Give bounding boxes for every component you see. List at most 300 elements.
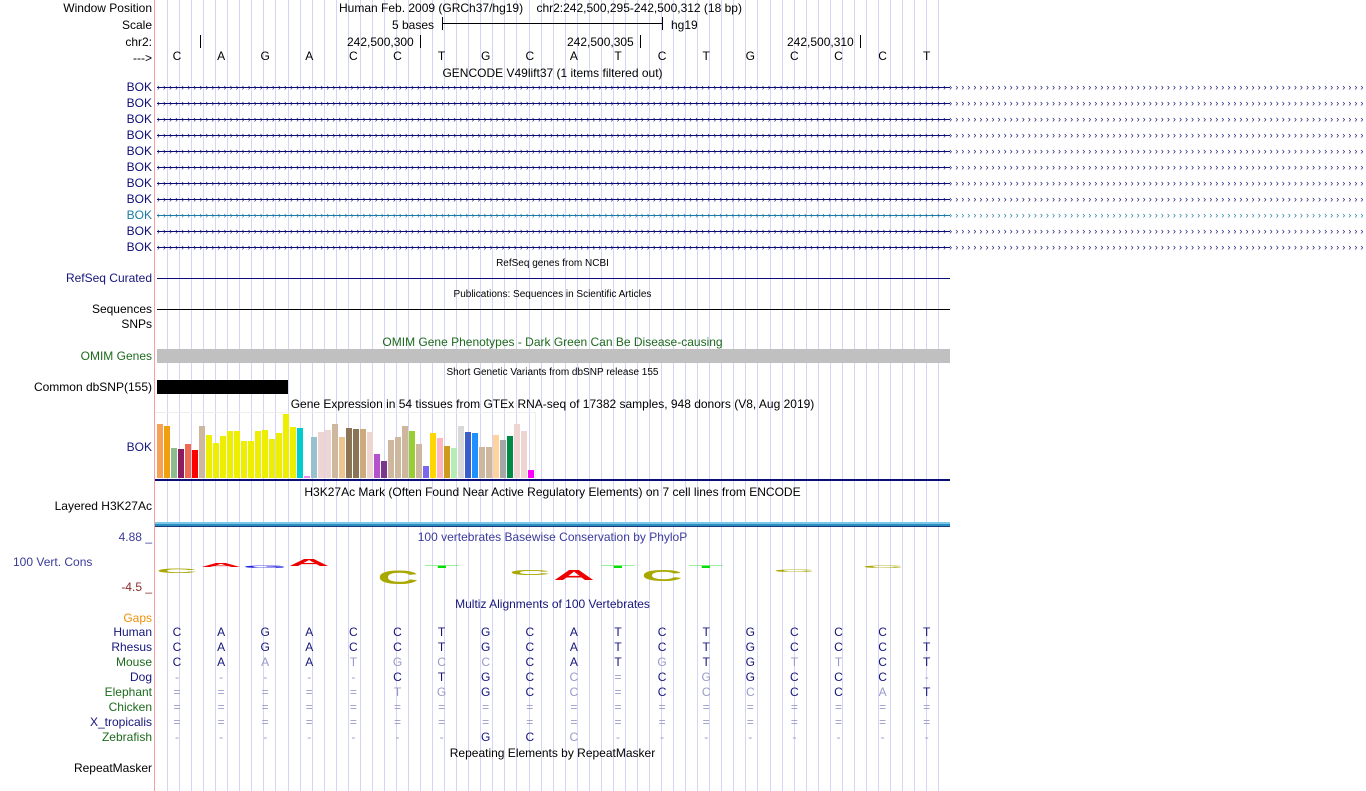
alignment-base: - (263, 670, 268, 684)
base-C: C (393, 49, 402, 63)
gtex-tissue-bar[interactable] (311, 437, 317, 478)
alignment-base: C (349, 625, 358, 639)
gtex-tissue-bar[interactable] (185, 444, 191, 478)
alignment-base: C (657, 670, 667, 684)
h3k27ac-signal-dark (155, 526, 950, 527)
gtex-track-title[interactable]: Gene Expression in 54 tissues from GTEx RNA-seq of 17382 samples, 948 donors (V8, Aug 2019) (290, 397, 815, 411)
alignment-base: A (878, 685, 887, 699)
alignment-base: = (217, 700, 225, 714)
conservation-logo-C: C (861, 564, 904, 569)
scale-text: 5 bases (392, 18, 435, 32)
base-A: A (569, 49, 578, 63)
gtex-tissue-bar[interactable] (255, 431, 261, 478)
alignment-base: - (792, 730, 797, 744)
species-label[interactable]: Mouse (115, 655, 152, 669)
gencode-item-label[interactable]: BOK (126, 112, 152, 126)
alignment-base: = (305, 685, 313, 699)
conservation-logo-A: A (200, 562, 242, 569)
scale-db: hg19 (671, 18, 698, 32)
alignment-base: A (305, 655, 314, 669)
phylop-label[interactable]: 100 Vert. Cons (13, 555, 93, 569)
alignment-base: C (525, 730, 535, 744)
alignment-base: - (219, 670, 224, 684)
alignment-base: = (614, 700, 622, 714)
alignment-base: C (790, 670, 799, 684)
alignment-base: C (834, 625, 843, 639)
alignment-base: C (525, 625, 535, 639)
gtex-tissue-bar[interactable] (444, 446, 450, 478)
base-T: T (614, 49, 622, 63)
alignment-base: = (702, 700, 710, 714)
conservation-logo-C: C (773, 568, 815, 573)
gtex-tissue-bar[interactable] (213, 443, 219, 478)
alignment-base: C (657, 640, 667, 654)
alignment-base: A (569, 640, 578, 654)
gtex-tissue-bar[interactable] (353, 429, 359, 478)
alignment-base: A (569, 625, 578, 639)
alignment-base: T (923, 655, 931, 669)
base-C: C (834, 49, 843, 63)
gtex-tissue-bar[interactable] (164, 426, 170, 478)
multiz-track-title[interactable]: Multiz Alignments of 100 Vertebrates (455, 597, 650, 611)
scale-label: Scale (121, 18, 152, 32)
strand-arrows-icon: ›››››››››››››››››››››››››››››››››››››››››››››››››››››››››››››››››››››››››››››››››››››››››››››››››››››››››››››››››››››››››››››››››››››››››››››››››››››››››››››››››››››››››››››››››››››››››››››››››››››››› (157, 210, 1366, 220)
alignment-base: = (570, 715, 578, 729)
base-G: G (481, 49, 491, 63)
alignment-base: T (437, 670, 446, 684)
refseq-label[interactable]: RefSeq Curated (65, 271, 152, 285)
dbsnp-track-title[interactable]: Short Genetic Variants from dbSNP release 155 (446, 367, 659, 378)
alignment-base: C (790, 685, 799, 699)
alignment-base: C (569, 670, 579, 684)
gtex-tissue-bar[interactable] (332, 424, 338, 478)
alignment-base: = (438, 700, 446, 714)
alignment-base: - (748, 730, 753, 744)
ruler-tick (200, 35, 201, 48)
alignment-base: T (923, 685, 931, 699)
gtex-tissue-bar[interactable] (521, 431, 527, 478)
position-header (339, 1, 742, 15)
alignment-base: = (217, 685, 225, 699)
gtex-tissue-bar[interactable] (339, 437, 345, 478)
alignment-base: G (745, 655, 755, 669)
gtex-baseline (155, 479, 950, 481)
snps-label[interactable]: SNPs (121, 317, 152, 331)
alignment-base: T (437, 625, 446, 639)
alignment-base: = (349, 715, 357, 729)
alignment-base: = (746, 715, 754, 729)
gtex-tissue-bar[interactable] (199, 426, 205, 478)
strand-arrows-icon: ›››››››››››››››››››››››››››››››››››››››››››››››››››››››››››››››››››››››››››››››››››››››››››››››››››››››››››››››››››››››››››››››››››››››››››››››››››››››››››››››››››››››››››››››››››››››››››››››››››››››› (157, 130, 1366, 140)
strand-arrows-icon: ›››››››››››››››››››››››››››››››››››››››››››››››››››››››››››››››››››››››››››››››››››››››››››››››››››››››››››››››››››››››››››››››››››››››››››››››››››››››››››››››››››››››››››››››››››››››››››››››››››››››› (157, 194, 1366, 204)
gtex-tissue-bar[interactable] (262, 430, 268, 478)
alignment-base: T (923, 625, 931, 639)
alignment-base: = (614, 685, 622, 699)
gtex-tissue-bar[interactable] (388, 440, 394, 478)
repeatmasker-label[interactable]: RepeatMasker (73, 761, 152, 775)
alignment-base: C (701, 685, 711, 699)
alignment-base: = (834, 700, 842, 714)
alignment-base: C (834, 640, 843, 654)
dbsnp-variant[interactable] (157, 380, 288, 394)
strand-arrows-icon: ›››››››››››››››››››››››››››››››››››››››››››››››››››››››››››››››››››››››››››››››››››››››››››››››››››››››››››››››››››››››››››››››››››››››››››››››››››››››››››››››››››››››››››››››››››››››››››››››››››››››› (157, 162, 1366, 172)
gtex-tissue-bar[interactable] (346, 428, 352, 478)
strand-arrows-icon: ›››››››››››››››››››››››››››››››››››››››››››››››››››››››››››››››››››››››››››››››››››››››››››››››››››››››››››››››››››››››››››››››››››››››››››››››››››››››››››››››››››››››››››››››››››››››››››››››››››››››› (157, 82, 1366, 92)
gtex-tissue-bar[interactable] (269, 439, 275, 478)
alignment-base: T (834, 655, 843, 669)
alignment-base: = (923, 700, 931, 714)
label-divider (154, 0, 155, 791)
alignment-base: A (305, 625, 314, 639)
alignment-base: G (260, 640, 270, 654)
gencode-item-label[interactable]: BOK (126, 160, 152, 174)
alignment-base: = (173, 700, 181, 714)
alignment-base: = (349, 685, 357, 699)
alignment-base: - (351, 730, 356, 744)
gtex-tissue-bar[interactable] (234, 431, 240, 478)
chrom-label: chr2: (125, 35, 152, 49)
base-A: A (217, 49, 226, 63)
base-C: C (790, 49, 799, 63)
alignment-base: = (834, 715, 842, 729)
gtex-tissue-bar[interactable] (297, 428, 303, 478)
alignment-base: = (261, 685, 269, 699)
alignment-base: G (657, 655, 667, 669)
alignment-base: C (657, 685, 667, 699)
gtex-tissue-bar[interactable] (325, 430, 331, 478)
alignment-base: - (880, 730, 885, 744)
alignment-base: C (834, 685, 843, 699)
alignment-base: C (349, 640, 358, 654)
alignment-base: - (616, 730, 620, 744)
alignment-base: = (790, 715, 798, 729)
gencode-item-label[interactable]: BOK (126, 192, 152, 206)
alignment-base: G (745, 640, 755, 654)
alignment-base: - (307, 730, 312, 744)
gtex-tissue-bar[interactable] (507, 436, 513, 478)
gencode-item-label[interactable]: BOK (126, 96, 152, 110)
alignment-base: = (879, 700, 887, 714)
alignment-base: T (614, 655, 622, 669)
base-C: C (657, 49, 667, 63)
gencode-item-label[interactable]: BOK (126, 144, 152, 158)
alignment-base: - (219, 730, 224, 744)
species-label[interactable]: Zebrafish (101, 730, 152, 744)
h3k27ac-track-title[interactable]: H3K27Ac Mark (Often Found Near Active Regulatory Elements) on 7 cell lines from ENCODE (304, 485, 801, 499)
alignment-base: C (481, 655, 491, 669)
alignment-base: C (657, 625, 667, 639)
base-C: C (172, 49, 182, 63)
strand-arrows-icon: ›››››››››››››››››››››››››››››››››››››››››››››››››››››››››››››››››››››››››››››››››››››››››››››››››››››››››››››››››››››››››››››››››››››››››››››››››››››››››››››››››››››››››››››››››››››››››››››››››››››››› (157, 178, 1366, 188)
gtex-tissue-bar[interactable] (241, 441, 247, 478)
omim-label[interactable]: OMIM Genes (80, 349, 152, 363)
species-label[interactable]: Dog (129, 670, 152, 684)
gtex-tissue-bar[interactable] (437, 438, 443, 478)
alignment-base: = (879, 715, 887, 729)
phylop-track-title[interactable]: 100 vertebrates Basewise Conservation by PhyloP (417, 530, 688, 544)
strand-arrows-icon: ›››››››››››››››››››››››››››››››››››››››››››››››››››››››››››››››››››››››››››››››››››››››››››››››››››››››››››››››››››››››››››››››››››››››››››››››››››››››››››››››››››››››››››››››››››››››››››››››››››››››› (157, 146, 1366, 156)
gtex-tissue-bar[interactable] (157, 424, 163, 478)
alignment-base: - (175, 730, 179, 744)
gtex-tissue-bar[interactable] (465, 432, 471, 478)
alignment-base: = (261, 715, 269, 729)
alignment-base: = (790, 700, 798, 714)
alignment-base: = (482, 715, 490, 729)
alignment-base: = (658, 715, 666, 729)
alignment-base: G (392, 655, 403, 669)
alignment-base: = (173, 715, 181, 729)
alignment-base: T (349, 655, 358, 669)
gtex-tissue-bar[interactable] (500, 440, 506, 478)
alignment-base: - (704, 730, 709, 744)
gtex-tissue-bar[interactable] (451, 448, 457, 478)
gtex-tissue-bar[interactable] (171, 448, 177, 478)
alignment-base: C (393, 640, 402, 654)
alignment-base: = (305, 715, 313, 729)
gtex-tissue-bar[interactable] (486, 447, 492, 478)
species-label[interactable]: X_tropicalis (89, 715, 152, 729)
strand-label[interactable]: ---> (133, 51, 152, 65)
conservation-logo-A: A (553, 568, 595, 584)
alignment-base: C (878, 625, 887, 639)
publications-track-title[interactable]: Publications: Sequences in Scientific Articles (453, 289, 652, 300)
alignment-base: = (217, 715, 225, 729)
gtex-tissue-bar[interactable] (360, 429, 366, 478)
alignment-base: G (481, 640, 491, 654)
species-label[interactable]: Rhesus (111, 640, 152, 654)
strand-arrows-icon: ›››››››››››››››››››››››››››››››››››››››››››››››››››››››››››››››››››››››››››››››››››››››››››››››››››››››››››››››››››››››››››››››››››››››››››››››››››››››››››››››››››››››››››››››››››››››››››››››››››››››› (157, 242, 1366, 252)
alignment-base: G (436, 685, 447, 699)
alignment-base: = (173, 685, 181, 699)
omim-gene-bar[interactable] (157, 349, 950, 363)
species-label[interactable]: Chicken (108, 700, 152, 714)
alignment-base: = (658, 700, 666, 714)
alignment-base: = (261, 700, 269, 714)
alignment-base: C (525, 685, 535, 699)
alignment-base: G (481, 685, 491, 699)
gtex-tissue-bar[interactable] (367, 432, 373, 478)
base-G: G (260, 49, 270, 63)
conservation-logo-C: C (376, 567, 419, 589)
gtex-tissue-bar[interactable] (514, 424, 520, 478)
base-C: C (525, 49, 535, 63)
gencode-track-title[interactable]: GENCODE V49lift37 (1 items filtered out) (442, 66, 663, 80)
strand-arrows-icon: ›››››››››››››››››››››››››››››››››››››››››››››››››››››››››››››››››››››››››››››››››››››››››››››››››››››››››››››››››››››››››››››››››››››››››››››››››››››››››››››››››››››››››››››››››››››››››››››››››››››››› (157, 114, 1366, 124)
alignment-base: - (395, 730, 400, 744)
alignment-base: = (438, 715, 446, 729)
alignment-base: C (172, 625, 182, 639)
gtex-tissue-bar[interactable] (318, 432, 324, 478)
ruler-label-2: 242,500,305 (567, 35, 634, 49)
alignment-base: = (570, 700, 578, 714)
refseq-gene-line[interactable] (157, 278, 950, 279)
gtex-tissue-bar[interactable] (283, 414, 289, 478)
alignment-base: G (745, 625, 755, 639)
alignment-base: - (439, 730, 444, 744)
base-C: C (349, 49, 358, 63)
alignment-base: = (305, 700, 313, 714)
scale-bar-right (662, 17, 663, 30)
position-range: chr2:242,500,295-242,500,312 (18 bp) (536, 1, 742, 15)
gtex-tissue-bar[interactable] (381, 461, 387, 478)
base-T: T (702, 49, 710, 63)
gtex-label[interactable]: BOK (126, 440, 152, 454)
alignment-base: T (614, 640, 622, 654)
species-label[interactable]: Elephant (104, 685, 152, 699)
gencode-item-label[interactable]: BOK (126, 208, 152, 222)
gtex-tissue-bar[interactable] (290, 427, 296, 478)
gtex-tissue-bar[interactable] (227, 431, 233, 478)
ruler-label-3: 242,500,310 (787, 35, 854, 49)
conservation-logo-C: C (509, 568, 551, 577)
phylop-max-label: 4.88 _ (118, 530, 152, 544)
conservation-logo-A: A (288, 558, 330, 570)
alignment-base: G (481, 730, 491, 744)
alignment-base: G (481, 625, 491, 639)
dbsnp-label[interactable]: Common dbSNP(155) (33, 380, 152, 394)
alignment-base: T (702, 625, 710, 639)
alignment-base: - (660, 730, 665, 744)
gtex-bar-chart[interactable] (155, 412, 535, 478)
alignment-base: C (790, 625, 799, 639)
alignment-base: C (569, 730, 579, 744)
gtex-tissue-bar[interactable] (178, 449, 184, 478)
omim-track-title[interactable]: OMIM Gene Phenotypes - Dark Green Can Be Disease-causing (382, 335, 723, 349)
gencode-item-label[interactable]: BOK (126, 176, 152, 190)
alignment-base: C (790, 640, 799, 654)
alignment-base: = (349, 700, 357, 714)
strand-arrows-icon: ›››››››››››››››››››››››››››››››››››››››››››››››››››››››››››››››››››››››››››››››››››››››››››››››››››››››››››››››››››››››››››››››››››››››››››››››››››››››››››››››››››››››››››››››››››››››››››››››››››››››› (157, 226, 1366, 236)
alignment-base: = (923, 715, 931, 729)
gtex-tissue-bar[interactable] (479, 447, 485, 478)
alignment-base: T (702, 640, 710, 654)
alignment-base: G (701, 670, 711, 684)
gtex-tissue-bar[interactable] (528, 470, 534, 478)
gtex-tissue-bar[interactable] (472, 433, 478, 478)
conservation-logo-C: C (641, 568, 683, 585)
alignment-base: = (482, 700, 490, 714)
gtex-tissue-bar[interactable] (248, 441, 254, 478)
alignment-base: C (525, 655, 535, 669)
alignment-base: G (481, 670, 491, 684)
window-position-label: Window Position (63, 1, 152, 15)
gtex-tissue-bar[interactable] (395, 437, 401, 478)
gtex-tissue-bar[interactable] (493, 435, 499, 478)
alignment-base: C (878, 640, 887, 654)
gtex-tissue-bar[interactable] (206, 435, 212, 478)
gtex-tissue-bar[interactable] (458, 426, 464, 478)
phylop-logo-plot[interactable] (155, 545, 950, 595)
alignment-base: = (393, 715, 401, 729)
alignment-base: C (878, 670, 887, 684)
gtex-tissue-bar[interactable] (416, 444, 422, 478)
alignment-base: - (263, 730, 268, 744)
alignment-base: A (217, 655, 226, 669)
alignment-base: T (393, 685, 402, 699)
alignment-base: C (834, 670, 843, 684)
base-T: T (923, 49, 931, 63)
alignment-base: = (614, 715, 622, 729)
gtex-tissue-bar[interactable] (374, 454, 380, 478)
alignment-base: - (307, 670, 312, 684)
alignment-base: A (261, 655, 270, 669)
alignment-base: T (437, 640, 446, 654)
gtex-tissue-bar[interactable] (430, 433, 436, 478)
h3k27ac-label[interactable]: Layered H3K27Ac (54, 499, 152, 513)
alignment-base: C (437, 655, 446, 669)
alignment-base: C (525, 670, 535, 684)
gtex-tissue-bar[interactable] (192, 450, 198, 478)
conservation-logo-T: T (600, 564, 636, 569)
alignment-base: - (175, 670, 179, 684)
assembly-name: Human Feb. 2009 (GRCh37/hg19) (339, 1, 524, 15)
gencode-item-label[interactable]: BOK (126, 224, 152, 238)
ruler-tick (860, 35, 861, 48)
base-A: A (305, 49, 314, 63)
scale-bar (442, 23, 662, 24)
conservation-logo-G: G (242, 564, 288, 569)
alignment-base: = (393, 700, 401, 714)
base-G: G (745, 49, 755, 63)
gtex-tissue-bar[interactable] (409, 431, 415, 478)
sequences-label[interactable]: Sequences (91, 302, 152, 316)
gtex-tissue-bar[interactable] (220, 436, 226, 478)
alignment-base: A (569, 655, 578, 669)
alignment-base: T (702, 655, 710, 669)
gencode-item-label[interactable]: BOK (126, 80, 152, 94)
alignment-base: = (746, 700, 754, 714)
alignment-base: C (878, 655, 887, 669)
gtex-tissue-bar[interactable] (276, 433, 282, 478)
alignment-base: C (745, 685, 755, 699)
conservation-logo-C: C (156, 568, 198, 575)
alignment-base: - (924, 670, 929, 684)
alignment-base: - (924, 730, 929, 744)
phylop-min-label: -4.5 _ (121, 580, 152, 594)
alignment-base: C (172, 655, 182, 669)
alignment-base: A (217, 640, 226, 654)
repeatmasker-track-title[interactable]: Repeating Elements by RepeatMasker (449, 746, 656, 760)
alignment-base: T (790, 655, 799, 669)
alignment-base: C (525, 640, 535, 654)
publications-line[interactable] (157, 309, 950, 310)
base-T: T (437, 49, 446, 63)
species-label[interactable]: Human (113, 625, 152, 639)
alignment-base: C (393, 625, 402, 639)
ruler-tick (640, 35, 641, 48)
strand-arrows-icon: ›››››››››››››››››››››››››››››››››››››››››››››››››››››››››››››››››››››››››››››››››››››››››››››››››››››››››››››››››››››››››››››››››››››››››››››››››››››››››››››››››››››››››››››››››››››››››››››››››››››››› (157, 98, 1366, 108)
alignment-base: - (351, 670, 356, 684)
gtex-tissue-bar[interactable] (304, 476, 310, 478)
conservation-logo-T: T (688, 564, 724, 569)
alignment-base: C (393, 670, 402, 684)
ruler-label-1: 242,500,300 (347, 35, 414, 49)
alignment-base: T (614, 625, 622, 639)
gtex-tissue-bar[interactable] (423, 466, 429, 478)
alignment-base: G (260, 625, 270, 639)
gencode-item-label[interactable]: BOK (126, 128, 152, 142)
alignment-base: C (569, 685, 579, 699)
gencode-item-label[interactable]: BOK (126, 240, 152, 254)
alignment-base: A (305, 640, 314, 654)
refseq-track-title[interactable]: RefSeq genes from NCBI (496, 258, 609, 269)
base-C: C (878, 49, 887, 63)
alignment-base: = (526, 715, 534, 729)
alignment-base: T (923, 640, 931, 654)
gtex-tissue-bar[interactable] (402, 426, 408, 478)
ruler-tick (420, 35, 421, 48)
alignment-base: - (836, 730, 841, 744)
